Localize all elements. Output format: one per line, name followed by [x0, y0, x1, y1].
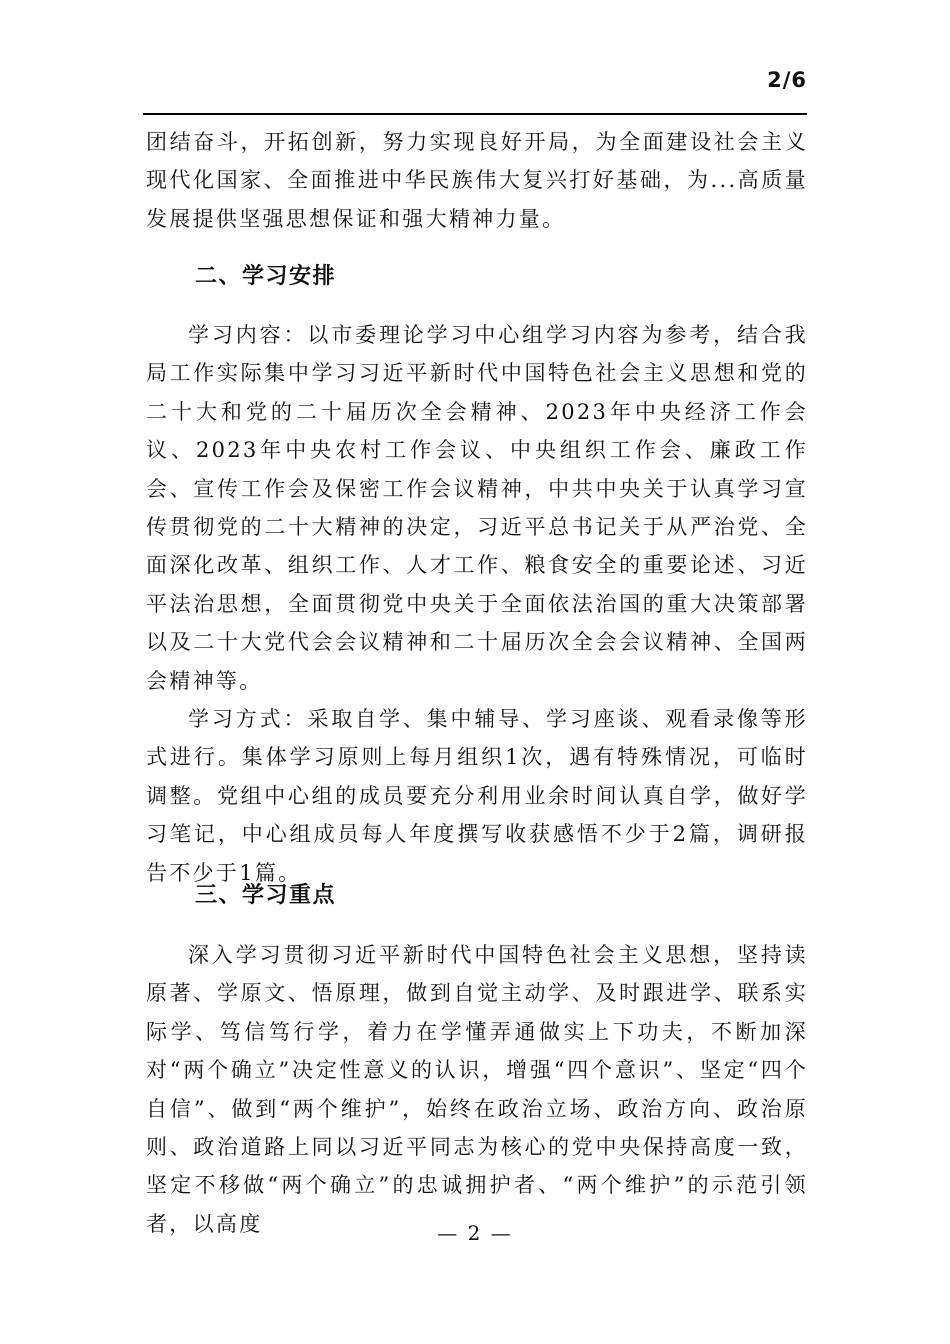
header-rule: [143, 113, 807, 115]
paragraph-study-method: 学习方式：采取自学、集中辅导、学习座谈、观看录像等形式进行。集体学习原则上每月组织1次，遇有特殊情况，可临时调整。党组中心组的成员要充分利用业余时间认真自学，做好学习笔记，中心组成员每人年度撰写收获感悟不少于2篇，调研报告不少于1篇。: [146, 707, 808, 885]
section-heading-study-arrangement: 二、学习安排: [195, 264, 337, 289]
footer-page-number: — 2 —: [437, 1221, 513, 1245]
section-2-body: [146, 316, 808, 892]
section-1-continuation: [146, 123, 808, 238]
page-counter: 2/6: [767, 68, 807, 92]
paragraph-study-content: 学习内容：以市委理论学习中心组学习内容为参考，结合我局工作实际集中学习习近平新时代中国特色社会主义思想和党的二十大和党的二十届历次全会精神、2023年中央经济工作会议、2023年中央农村工作会议、中央组织工作会、廉政工作会、宣传工作会及保密工作会议精神，中共中央关于认真学习宣传贯彻党的二十大精神的决定，习近平总书记关于从严治党、全面深化改革、组织工作、人才工作、粮食安全的重要论述、习近平法治思想，全面贯彻党中央关于全面依法治国的重大决策部署以及二十大党代会会议精神和二十届历次全会会议精神、全国两会精神等。: [146, 323, 808, 693]
section-3-body: [146, 936, 808, 1243]
paragraph-study-focus: 深入学习贯彻习近平新时代中国特色社会主义思想，坚持读原著、学原文、悟原理，做到自觉主动学、及时跟进学、联系实际学、笃信笃行学，着力在学懂弄通做实上下功夫，不断加深对“两个确立”决定性意义的认识，增强“四个意识”、坚定“四个自信”、做到“两个维护”，始终在政治立场、政治方向、政治原则、政治道路上同以习近平同志为核心的党中央保持高度一致，坚定不移做“两个确立”的忠诚拥护者、“两个维护”的示范引领者，以高度: [146, 943, 808, 1236]
section-heading-study-focus: 三、学习重点: [195, 883, 337, 908]
paragraph: 团结奋斗，开拓创新，努力实现良好开局，为全面建设社会主义现代化国家、全面推进中华民族伟大复兴打好基础，为...高质量发展提供坚强思想保证和强大精神力量。: [146, 130, 808, 231]
